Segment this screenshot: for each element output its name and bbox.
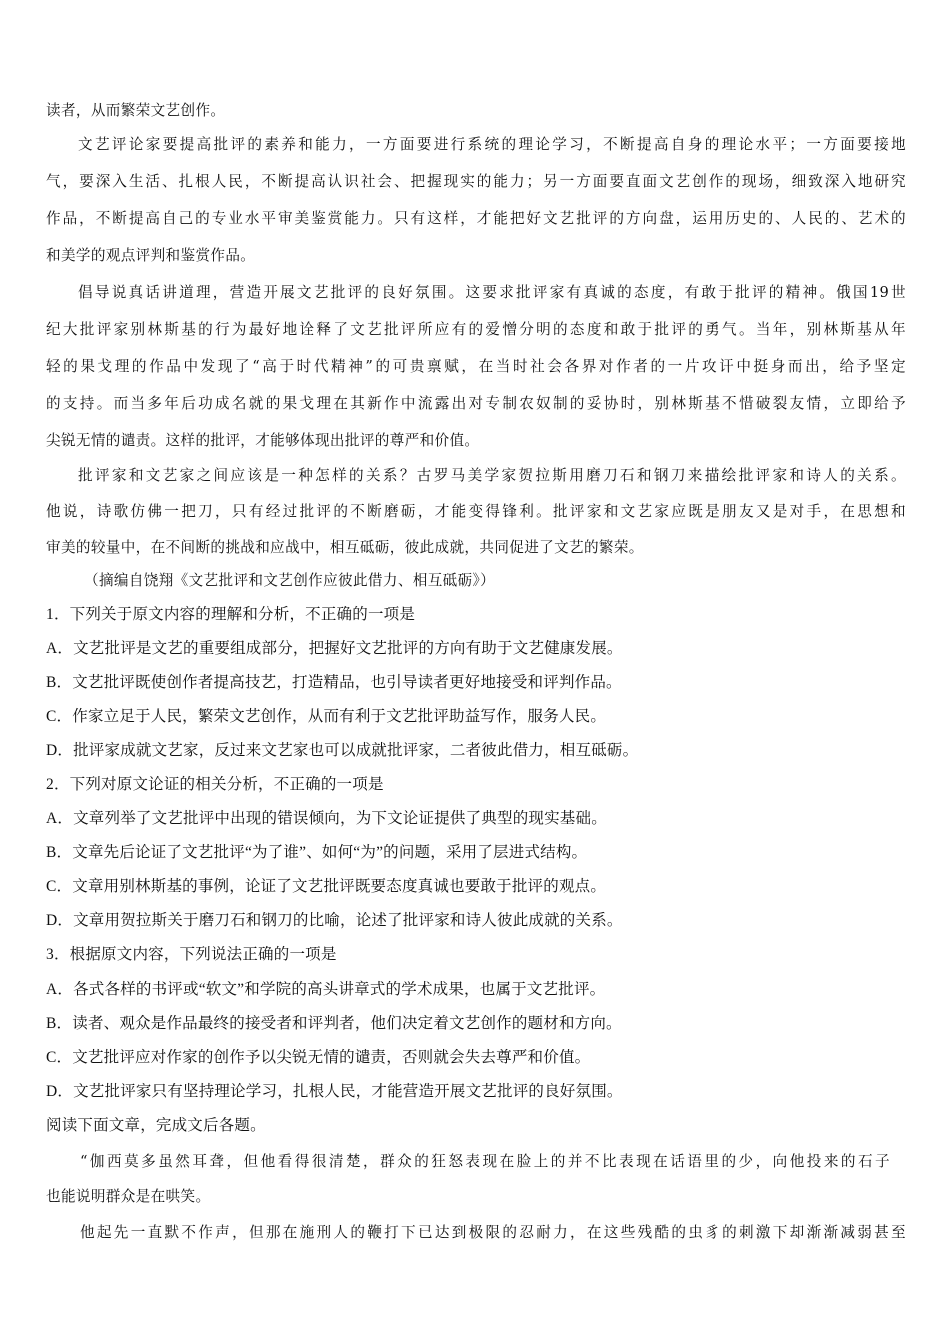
passage-line: 气，要深入生活、扎根人民，不断提高认识社会、把握现实的能力；另一方面要直面文艺创作的现场，细致深入地研究 <box>46 173 906 190</box>
question-option: D．文章用贺拉斯关于磨刀石和钢刀的比喻，论述了批评家和诗人彼此成就的关系。 <box>46 912 623 929</box>
question-option: C．文艺批评应对作家的创作予以尖锐无情的谴责，否则就会失去尊严和价值。 <box>46 1049 591 1066</box>
question-option: C．文章用别林斯基的事例，论证了文艺批评既要态度真诚也要敢于批评的观点。 <box>46 878 607 895</box>
passage-line: 的支持。而当多年后功成名就的果戈理在其新作中流露出对专制农奴制的妥协时，别林斯基不惜破裂友情，立即给予 <box>46 395 906 412</box>
question-stem: 1．下列关于原文内容的理解和分析，不正确的一项是 <box>46 606 416 623</box>
question-stem: 2．下列对原文论证的相关分析，不正确的一项是 <box>46 776 384 793</box>
passage-line: 他起先一直默不作声，但那在施刑人的鞭打下已达到极限的忍耐力，在这些残酷的虫豸的刺激下却渐渐减弱甚至 <box>80 1224 906 1241</box>
passage-line: 审美的较量中，在不间断的挑战和应战中，相互砥砺，彼此成就，共同促进了文艺的繁荣。 <box>46 539 644 556</box>
passage-line: 也能说明群众是在哄笑。 <box>46 1188 211 1205</box>
passage-line: “伽西莫多虽然耳聋，但他看得很清楚，群众的狂怒表现在脸上的并不比表现在话语里的少，向他投来的石子 <box>80 1153 890 1170</box>
question-option: B．文章先后论证了文艺批评“为了谁”、如何“为”的问题，采用了层进式结构。 <box>46 844 588 861</box>
passage-line: 作品，不断提高自己的专业水平审美鉴赏能力。只有这样，才能把好文艺批评的方向盘，运用历史的、人民的、艺术的 <box>46 210 906 227</box>
question-option: D．文艺批评家只有坚持理论学习，扎根人民，才能营造开展文艺批评的良好氛围。 <box>46 1083 623 1100</box>
question-option: A．文艺批评是文艺的重要组成部分，把握好文艺批评的方向有助于文艺健康发展。 <box>46 640 623 657</box>
passage-line: 纪大批评家别林斯基的行为最好地诠释了文艺批评所应有的爱憎分明的态度和敢于批评的勇气。当年，别林斯基从年 <box>46 321 906 338</box>
passage-source: （摘编自饶翔《文艺批评和文艺创作应彼此借力、相互砥砺》） <box>84 572 496 589</box>
passage-line: 批评家和文艺家之间应该是一种怎样的关系？古罗马美学家贺拉斯用磨刀石和钢刀来描绘批评家和诗人的关系。 <box>78 467 906 484</box>
question-option: B．读者、观众是作品最终的接受者和评判者，他们决定着文艺创作的题材和方向。 <box>46 1015 622 1032</box>
reading-instruction: 阅读下面文章，完成文后各题。 <box>46 1117 266 1134</box>
passage-line: 尖锐无情的谴责。这样的批评，才能够体现出批评的尊严和价值。 <box>46 432 480 449</box>
question-option: A．各式各样的书评或“软文”和学院的高头讲章式的学术成果，也属于文艺批评。 <box>46 981 606 998</box>
passage-line: 文艺评论家要提高批评的素养和能力，一方面要进行系统的理论学习，不断提高自身的理论水平；一方面要接地 <box>78 136 906 153</box>
passage-line: 和美学的观点评判和鉴赏作品。 <box>46 247 256 264</box>
passage-line: 倡导说真话讲道理，营造开展文艺批评的良好氛围。这要求批评家有真诚的态度，有敢于批评的精神。俄国19世 <box>78 284 906 301</box>
question-stem: 3．根据原文内容，下列说法正确的一项是 <box>46 946 337 963</box>
question-option: B．文艺批评既使创作者提高技艺，打造精品，也引导读者更好地接受和评判作品。 <box>46 674 622 691</box>
passage-line: 他说，诗歌仿佛一把刀，只有经过批评的不断磨砺，才能变得锋利。批评家和文艺家应既是朋友又是对手，在思想和 <box>46 503 906 520</box>
question-option: C．作家立足于人民，繁荣文艺创作，从而有利于文艺批评助益写作，服务人民。 <box>46 708 607 725</box>
question-option: A．文章列举了文艺批评中出现的错误倾向，为下文论证提供了典型的现实基础。 <box>46 810 607 827</box>
question-option: D．批评家成就文艺家，反过来文艺家也可以成就批评家，二者彼此借力，相互砥砺。 <box>46 742 639 759</box>
passage-line: 轻的果戈理的作品中发现了“高于时代精神”的可贵禀赋，在当时社会各界对作者的一片攻讦中挺身而出，给予坚定 <box>46 358 906 375</box>
passage-line: 读者，从而繁荣文艺创作。 <box>46 102 226 119</box>
